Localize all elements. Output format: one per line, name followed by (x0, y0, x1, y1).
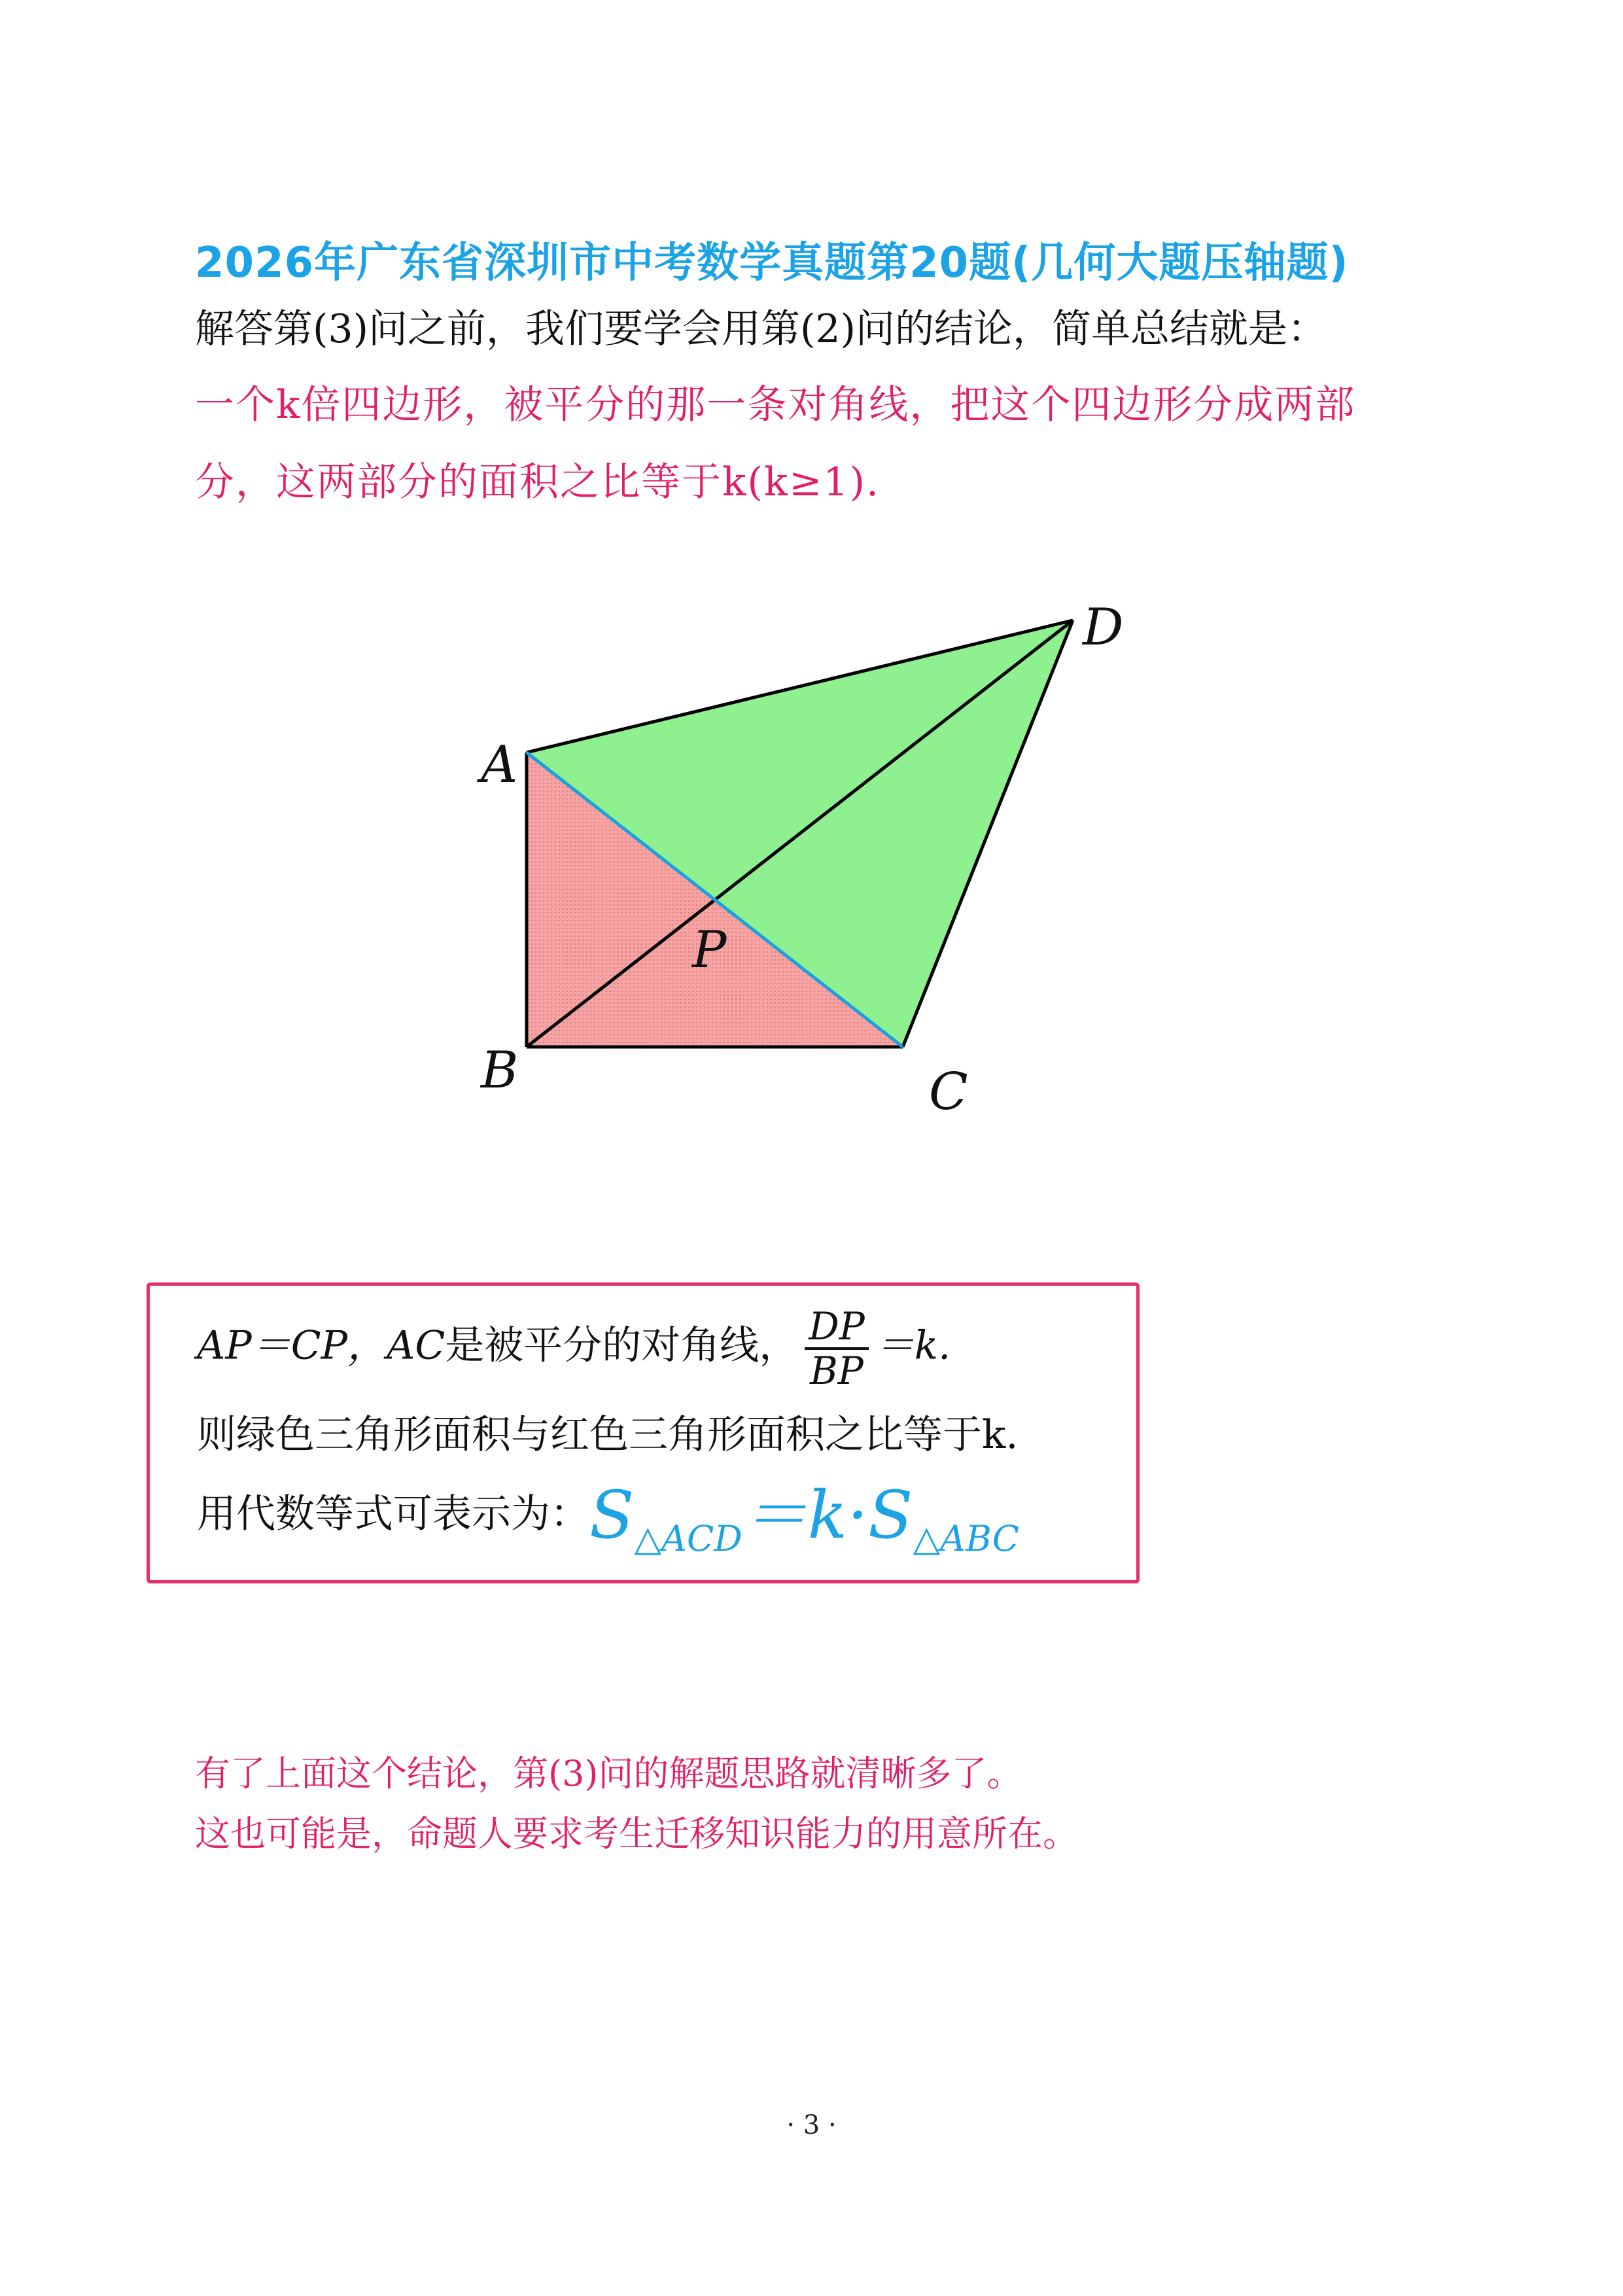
label-a: A (481, 735, 518, 794)
closing-line-1: 有了上面这个结论，第(3)问的解题思路就清晰多了。 (195, 1753, 1022, 1794)
formula-sub1: △ACD (634, 1518, 742, 1559)
fraction-numerator: DP (805, 1305, 869, 1350)
intro-text: 解答第(3)问之前，我们要学会用第(2)问的结论，简单总结就是： (195, 306, 1327, 352)
page-title: 2026年广东省深圳市中考数学真题第20题(几何大题压轴题) (195, 239, 1349, 287)
diagonal-name: AC (386, 1322, 445, 1369)
page-number: · 3 · (786, 2110, 837, 2140)
ratio-fraction (805, 1305, 869, 1392)
equals-k: ＝k. (875, 1322, 951, 1369)
box-line-2: 则绿色三角形面积与红色三角形面积之比等于k. (197, 1412, 1019, 1458)
fraction-denominator: BP (810, 1349, 864, 1393)
box-line-3-text: 用代数等式可表示为： (197, 1491, 589, 1537)
formula-mid: ＝k· (742, 1477, 869, 1553)
label-c: C (929, 1063, 968, 1122)
conclusion-line-2: 分，这两部分的面积之比等于k(k≥1). (195, 459, 881, 505)
box-line-1 (197, 1305, 951, 1392)
label-d: D (1083, 598, 1124, 657)
box-line-3 (197, 1462, 1019, 1559)
conclusion-line-1: 一个k倍四边形，被平分的那一条对角线，把这个四边形分成两部 (195, 382, 1356, 428)
equation-ap-cp: AP＝CP， (197, 1322, 387, 1369)
label-b: B (481, 1041, 519, 1100)
label-p: P (692, 921, 727, 980)
formula-sub2: △ABC (913, 1518, 1020, 1559)
closing-line-2: 这也可能是，命题人要求考生迁移知识能力的用意所在。 (195, 1813, 1078, 1854)
formula-s2: S (868, 1477, 913, 1553)
area-formula (589, 1477, 1020, 1559)
conclusion-box (147, 1282, 1140, 1583)
box-line-1-text: 是被平分的对角线， (445, 1322, 799, 1369)
formula-s1: S (589, 1477, 635, 1553)
closing-text (195, 1744, 1078, 1864)
